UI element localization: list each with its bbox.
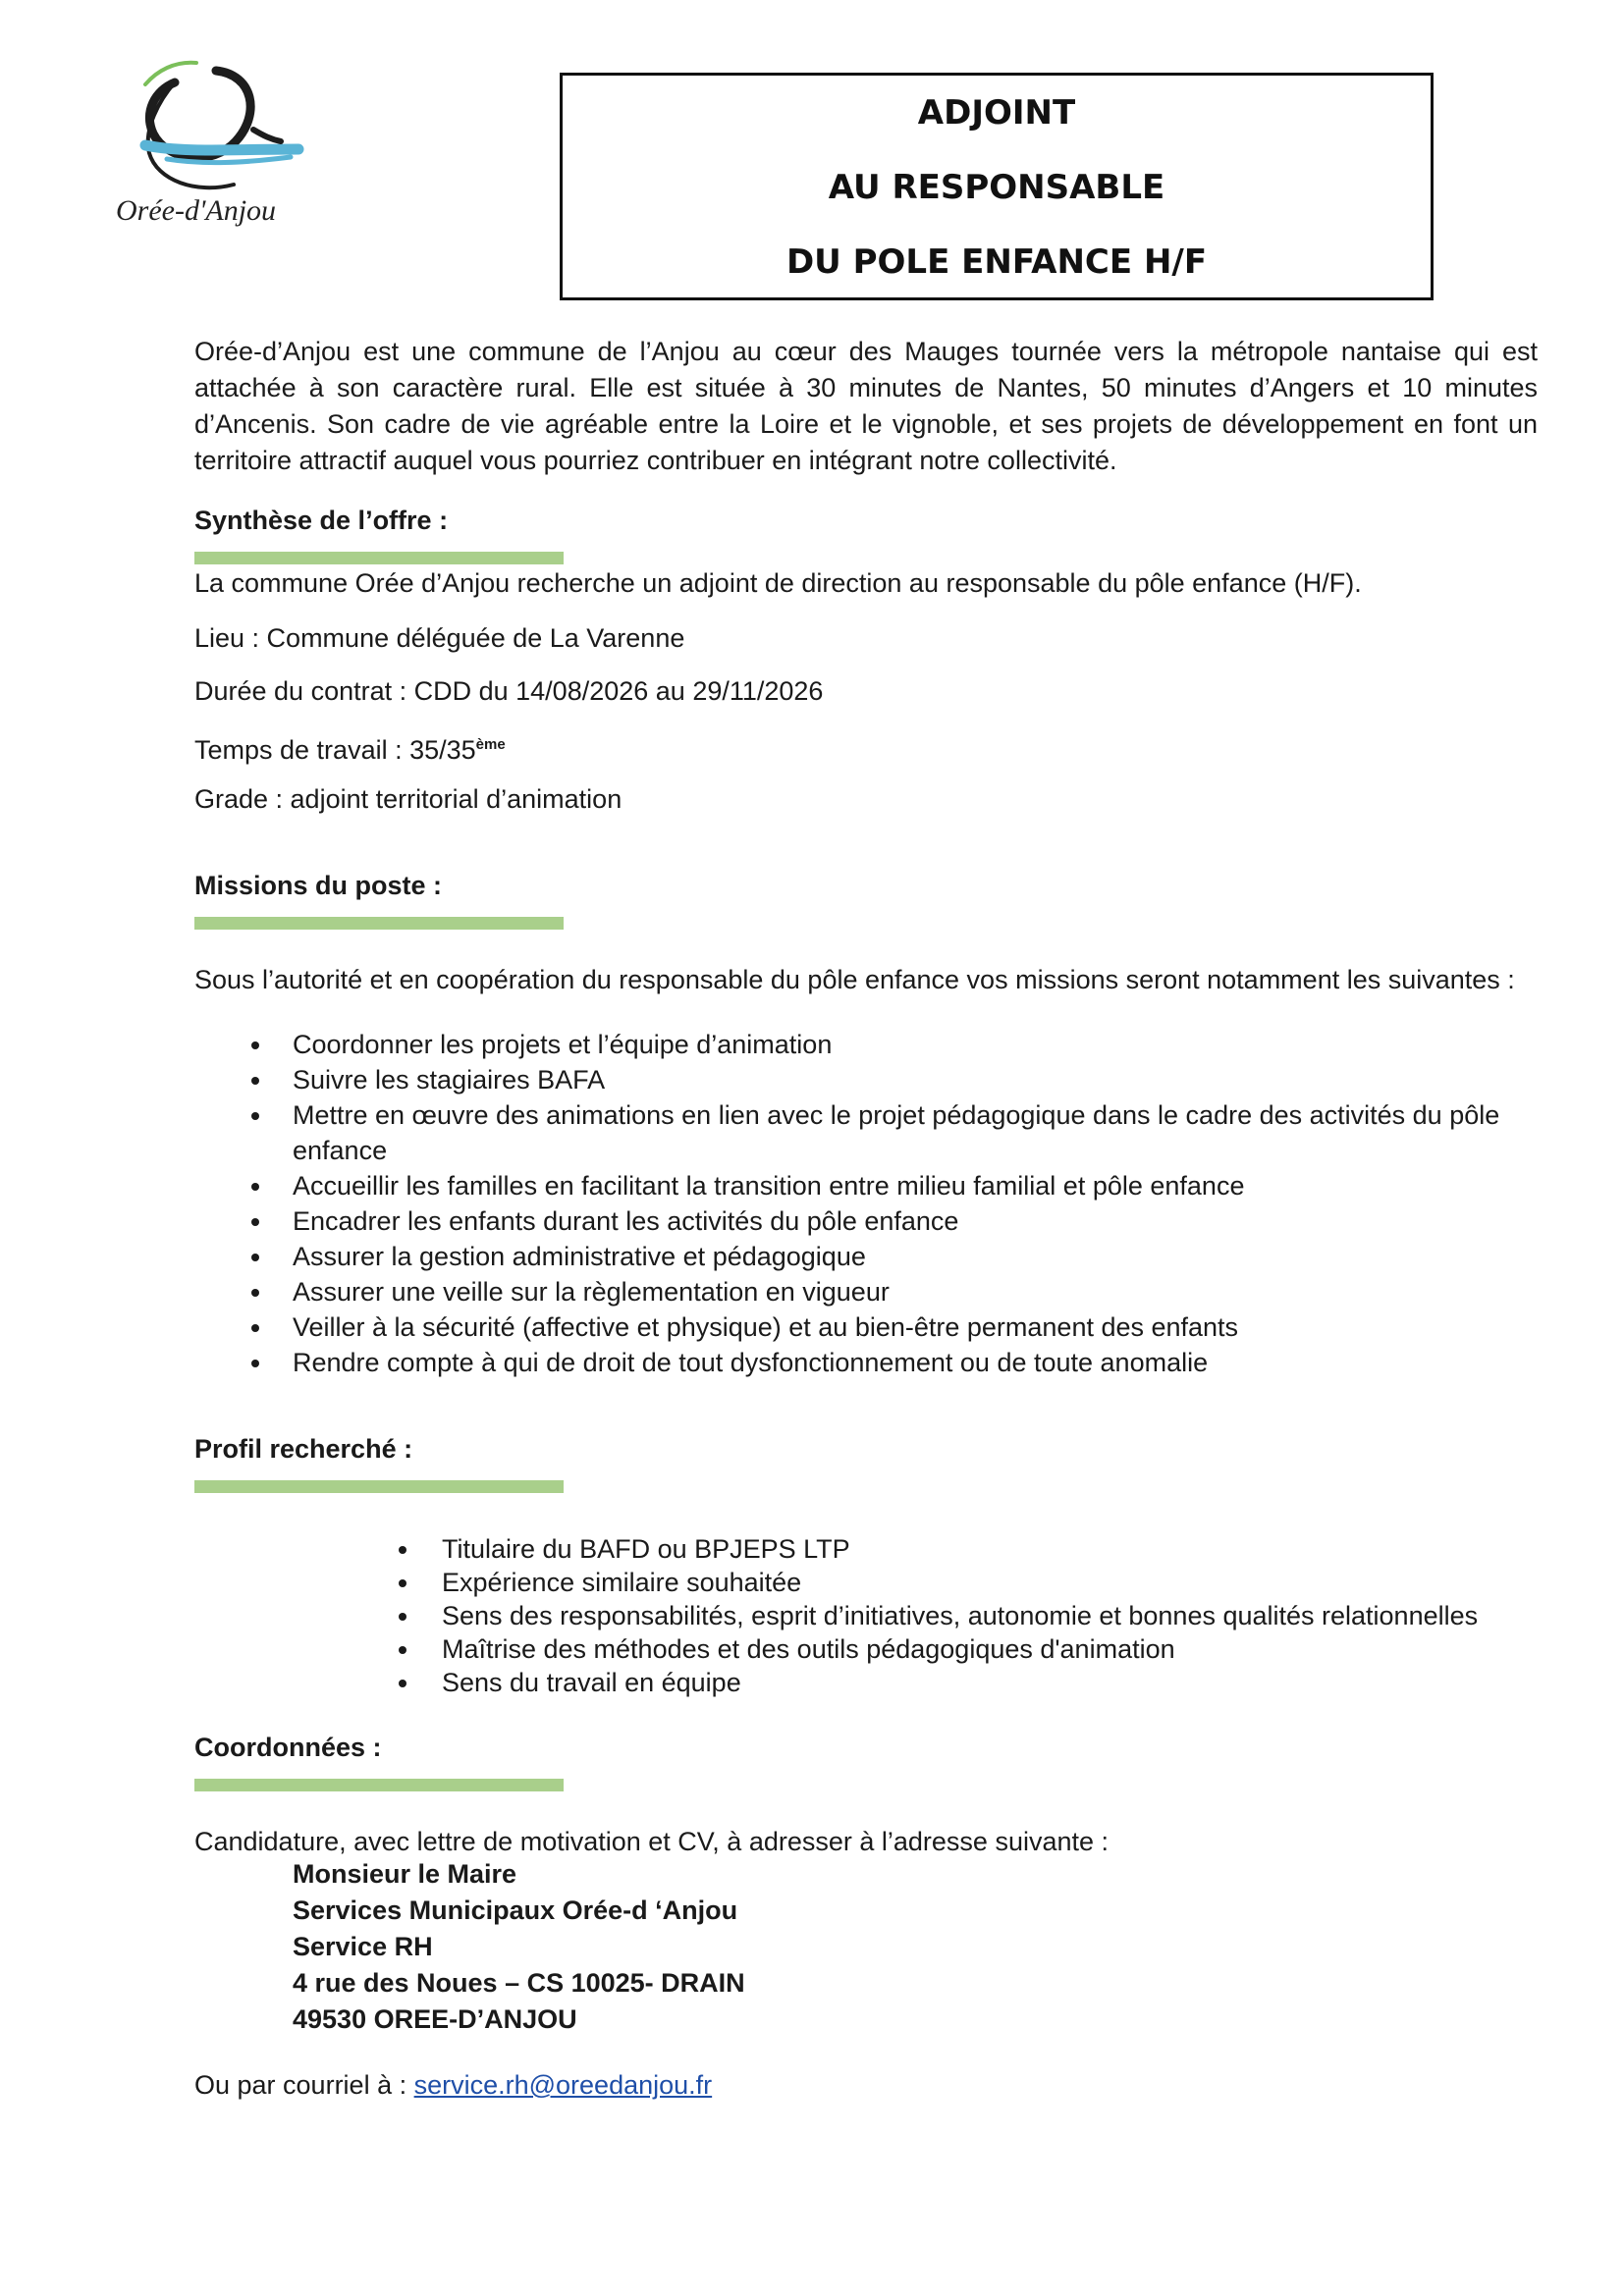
list-item-text: Mettre en œuvre des animations en lien avec le projet pédagogique dans le cadre des activités du pôle enfance <box>293 1100 1500 1165</box>
list-item <box>442 1632 1542 1666</box>
profil-heading: Profil recherché : <box>194 1434 413 1464</box>
list-item <box>442 1599 1542 1632</box>
courriel-label: Ou par courriel à : <box>194 2070 414 2100</box>
bullet-icon <box>251 1360 259 1367</box>
courriel-line <box>194 2067 712 2104</box>
temps-text <box>194 726 506 769</box>
list-item-text: Rendre compte à qui de droit de tout dysfonctionnement ou de toute anomalie <box>293 1348 1209 1377</box>
title-line-3: DU POLE ENFANCE H/F <box>785 242 1208 282</box>
address-line-5: 49530 OREE-D’ANJOU <box>293 2004 577 2034</box>
list-item <box>293 1309 1544 1345</box>
bullet-icon <box>399 1579 406 1587</box>
list-item-text: Veiller à la sécurité (affective et physique) et au bien-être permanent des enfants <box>293 1312 1239 1342</box>
bullet-icon <box>251 1254 259 1261</box>
list-item <box>293 1062 1544 1097</box>
profil-divider <box>194 1480 564 1493</box>
list-item <box>293 1345 1544 1380</box>
bullet-icon <box>251 1041 259 1049</box>
missions-heading: Missions du poste : <box>194 871 443 900</box>
bullet-icon <box>399 1613 406 1621</box>
grade-text: Grade : adjoint territorial d’animation <box>194 784 623 814</box>
lieu-text: Lieu : Commune déléguée de La Varenne <box>194 623 685 653</box>
missions-list <box>293 1027 1544 1380</box>
address-line-1: Monsieur le Maire <box>293 1859 517 1889</box>
list-item <box>293 1168 1544 1203</box>
coordonnees-heading: Coordonnées : <box>194 1733 382 1762</box>
profil-list <box>442 1532 1542 1699</box>
list-item-text: Encadrer les enfants durant les activités du pôle enfance <box>293 1206 959 1236</box>
intro-paragraph: Orée-d’Anjou est une commune de l’Anjou au cœur des Mauges tournée vers la métropole nantaise qui est attachée à son caractère rural. Elle est située à 30 minutes de Nantes, 50 minutes d’Angers et 10 minutes d’Ancenis. Son cadre de vie agréable entre la Loire et le vignoble, et ses projets de développement en font un territoire attractif auquel vous pourriez contribuer en intégrant notre collectivité. <box>194 337 1538 475</box>
bullet-icon <box>251 1324 259 1332</box>
job-title-box <box>560 73 1434 300</box>
list-item-text: Sens des responsabilités, esprit d’initiatives, autonomie et bonnes qualités relationnelles <box>442 1601 1479 1630</box>
synthese-divider <box>194 552 564 564</box>
list-item <box>293 1239 1544 1274</box>
bullet-icon <box>399 1546 406 1554</box>
list-item <box>442 1666 1542 1699</box>
bullet-icon <box>251 1218 259 1226</box>
coordonnees-divider <box>194 1779 564 1791</box>
missions-divider <box>194 917 564 930</box>
duree-text: Durée du contrat : CDD du 14/08/2026 au 29/11/2026 <box>194 676 824 706</box>
title-line-2: AU RESPONSABLE <box>828 168 1165 207</box>
address-line-4: 4 rue des Noues – CS 10025- DRAIN <box>293 1968 745 1998</box>
list-item <box>293 1203 1544 1239</box>
list-item <box>442 1566 1542 1599</box>
bullet-icon <box>251 1112 259 1120</box>
bullet-icon <box>251 1077 259 1085</box>
title-line-1: ADJOINT <box>917 93 1076 133</box>
synthese-summary: La commune Orée d’Anjou recherche un adjoint de direction au responsable du pôle enfance (H/F). <box>194 568 1362 598</box>
list-item-text: Assurer la gestion administrative et pédagogique <box>293 1242 866 1271</box>
bullet-icon <box>399 1680 406 1687</box>
list-item-text: Maîtrise des méthodes et des outils pédagogiques d'animation <box>442 1634 1175 1664</box>
bullet-icon <box>251 1289 259 1297</box>
list-item-text: Expérience similaire souhaitée <box>442 1568 802 1597</box>
list-item-text: Titulaire du BAFD ou BPJEPS LTP <box>442 1534 850 1564</box>
missions-intro: Sous l’autorité et en coopération du responsable du pôle enfance vos missions seront notamment les suivantes : <box>194 965 1515 994</box>
address-line-2: Services Municipaux Orée-d ‘Anjou <box>293 1896 738 1925</box>
temps-superscript: ème <box>475 736 506 753</box>
list-item <box>442 1532 1542 1566</box>
bullet-icon <box>399 1646 406 1654</box>
candidature-text: Candidature, avec lettre de motivation et CV, à adresser à l’adresse suivante : <box>194 1827 1110 1856</box>
list-item-text: Accueillir les familles en facilitant la transition entre milieu familial et pôle enfance <box>293 1171 1245 1201</box>
temps-value: Temps de travail : 35/35 <box>194 735 476 765</box>
list-item-text: Assurer une veille sur la règlementation en vigueur <box>293 1277 890 1307</box>
list-item-text: Coordonner les projets et l’équipe d’animation <box>293 1030 833 1059</box>
logo-text: Orée-d'Anjou <box>116 194 277 227</box>
list-item <box>293 1097 1544 1168</box>
email-link[interactable]: service.rh@oreedanjou.fr <box>413 2070 713 2100</box>
bullet-icon <box>251 1183 259 1191</box>
list-item-text: Suivre les stagiaires BAFA <box>293 1065 606 1095</box>
list-item <box>293 1027 1544 1062</box>
list-item <box>293 1274 1544 1309</box>
synthese-heading: Synthèse de l’offre : <box>194 506 449 535</box>
address-line-3: Service RH <box>293 1932 433 1961</box>
list-item-text: Sens du travail en équipe <box>442 1668 741 1697</box>
